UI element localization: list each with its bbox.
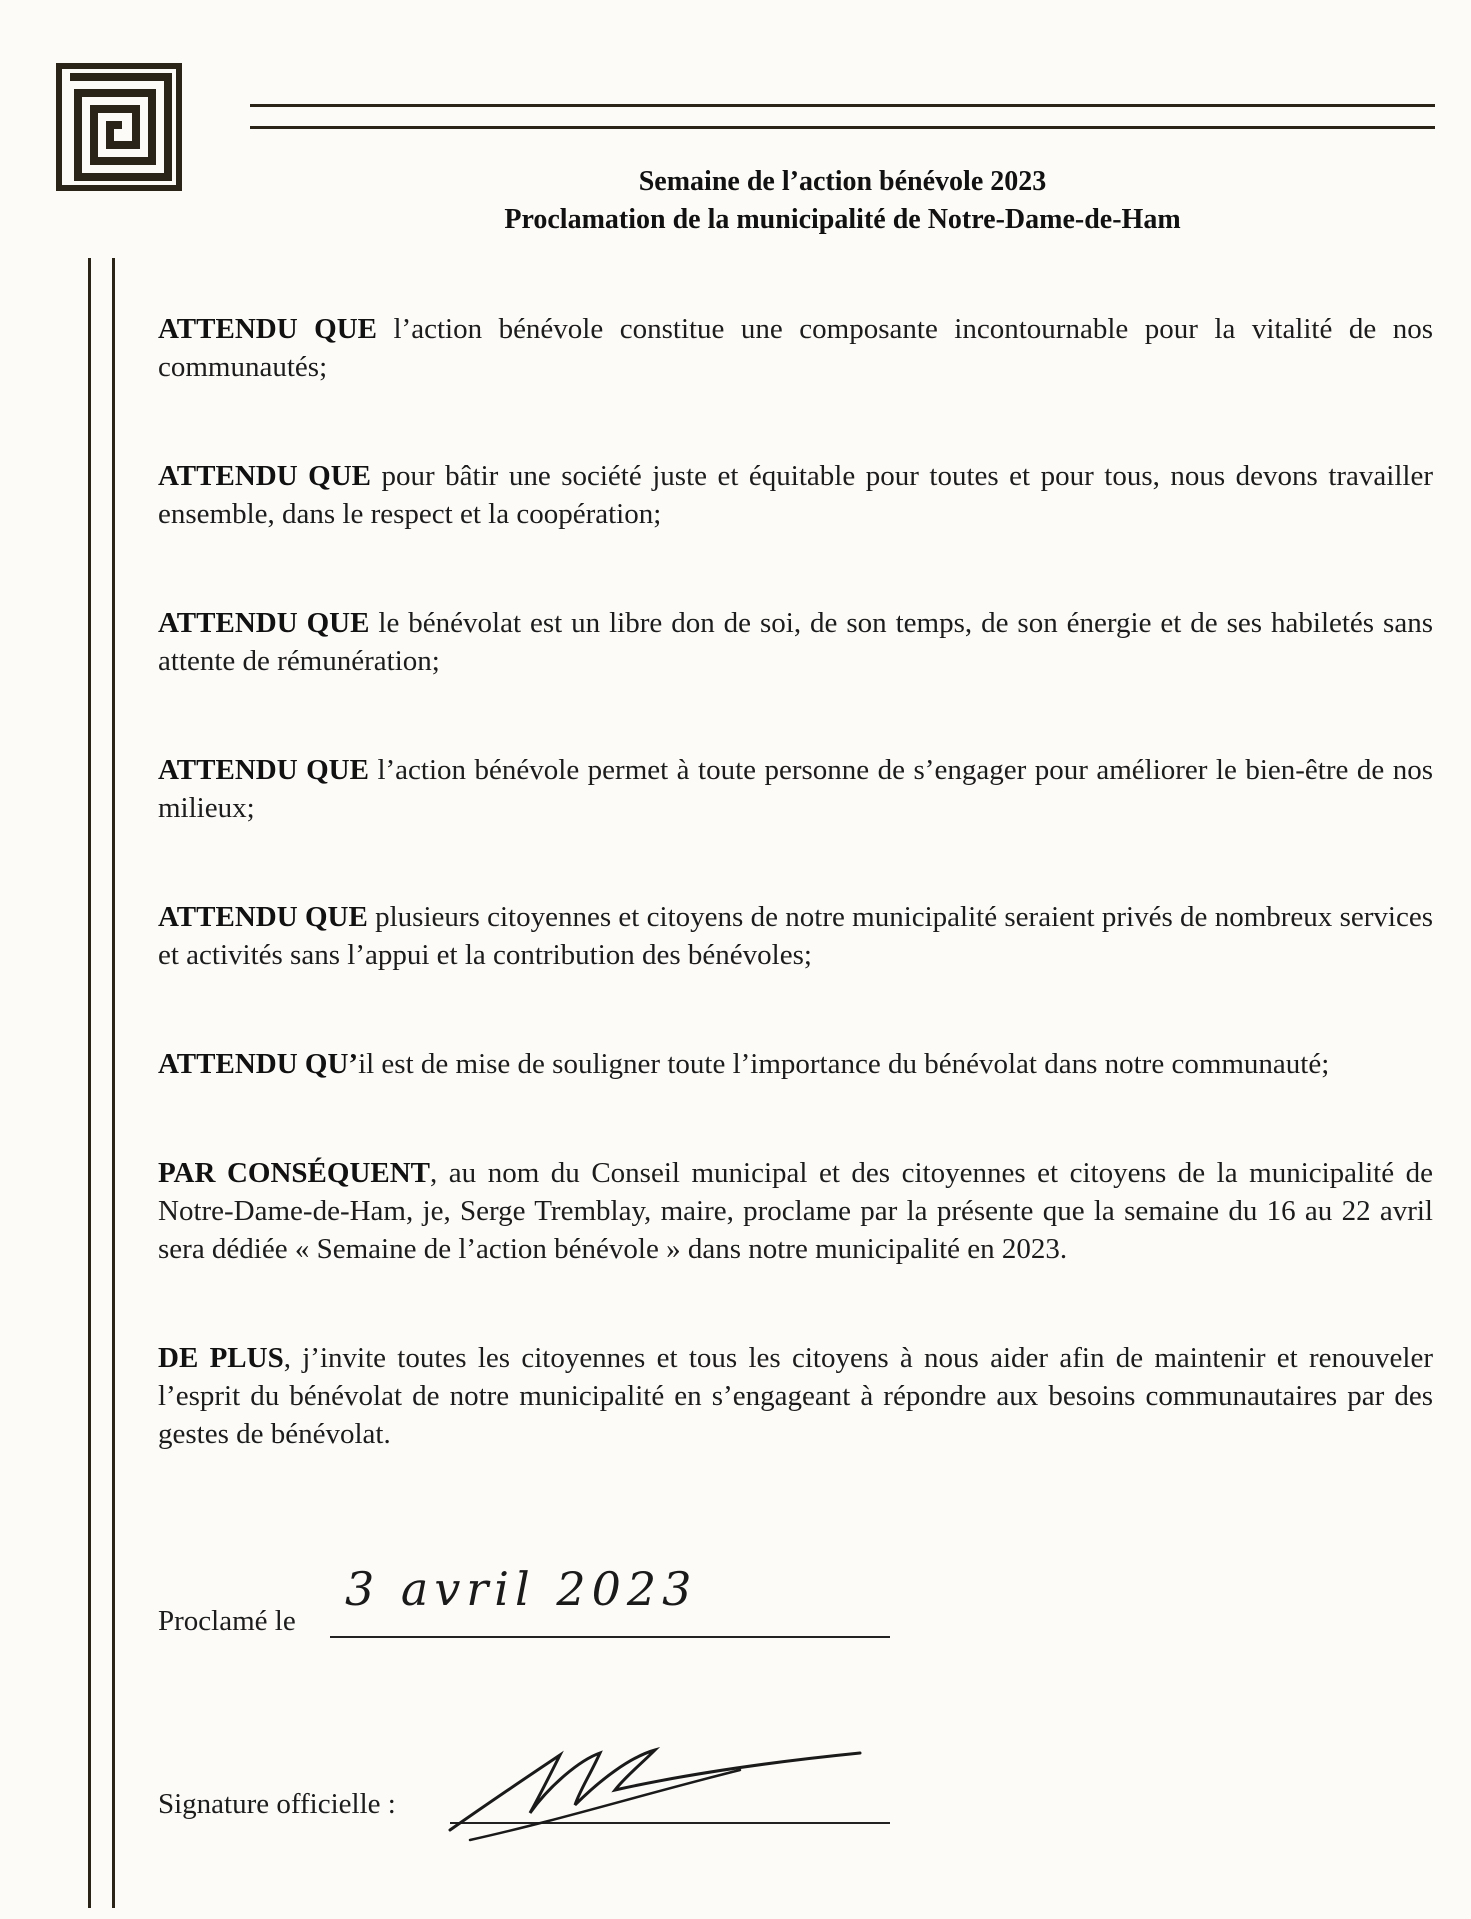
margin-rule-left: [88, 258, 91, 1908]
paragraph-text: pour bâtir une société juste et équitable pour toutes et pour tous, nous devons travailler ensemble, dans le respect et la coopération;: [158, 460, 1433, 530]
header-rule-bottom: [250, 126, 1435, 129]
whereas-paragraph: [158, 1045, 1433, 1083]
proclamation-body: [158, 310, 1433, 1524]
margin-rule-right: [112, 258, 115, 1908]
paragraph-text: , j’invite toutes les citoyennes et tous les citoyens à nous aider afin de maintenir et renouveler l’esprit du bénévolat de notre municipalité en s’engageant à répondre aux besoins communautaires par des gestes de bénévolat.: [158, 1342, 1433, 1450]
proclaimed-date-field: [330, 1636, 890, 1638]
paragraph-text: le bénévolat est un libre don de soi, de son temps, de son énergie et de ses habiletés sans attente de rémunération;: [158, 607, 1433, 677]
signature-line: [158, 1788, 396, 1821]
document-heading: [250, 163, 1435, 239]
whereas-paragraph: [158, 310, 1433, 386]
paragraph-text: l’action bénévole constitue une composante incontournable pour la vitalité de nos communautés;: [158, 313, 1434, 383]
paragraph-keyword: ATTENDU QUE: [158, 901, 368, 933]
whereas-paragraph: [158, 604, 1433, 680]
whereas-paragraph: [158, 457, 1433, 533]
proclaimed-line: [158, 1605, 296, 1638]
handwritten-date: 3 avril 2023: [345, 1562, 698, 1616]
paragraph-keyword: PAR CONSÉQUENT: [158, 1157, 431, 1189]
header-rule-top: [250, 104, 1435, 107]
paragraph-keyword: ATTENDU QUE: [158, 754, 369, 786]
document-subtitle: Proclamation de la municipalité de Notre-Dame-de-Ham: [504, 204, 1181, 235]
signature-label: Signature officielle :: [158, 1788, 396, 1820]
paragraph-keyword: ATTENDU QUE: [158, 607, 370, 639]
paragraph-keyword: DE PLUS: [158, 1342, 284, 1374]
proclaimed-label: Proclamé le: [158, 1605, 296, 1637]
paragraph-text: , au nom du Conseil municipal et des citoyennes et citoyens de la municipalité de Notre-Dame-de-Ham, je, Serge Tremblay, maire, proclame par la présente que la semaine du 16 au 22 avril sera dédiée « Semaine de l’action bénévole » dans notre municipalité en 2023.: [158, 1157, 1433, 1265]
whereas-paragraph: [158, 751, 1433, 827]
document-title: Semaine de l’action bénévole 2023: [638, 166, 1047, 197]
paragraph-text: plusieurs citoyennes et citoyens de notre municipalité seraient privés de nombreux services et activités sans l’appui et la contribution des bénévoles;: [158, 901, 1433, 971]
paragraph-keyword: ATTENDU QUE: [158, 313, 377, 345]
paragraph-keyword: ATTENDU QUE: [158, 460, 371, 492]
whereas-paragraph: [158, 898, 1433, 974]
handwritten-signature: [440, 1735, 870, 1845]
therefore-paragraph: [158, 1154, 1433, 1268]
paragraph-text: l’action bénévole permet à toute personne de s’engager pour améliorer le bien-être de nos milieux;: [158, 754, 1433, 824]
paragraph-keyword: ATTENDU QU’: [158, 1048, 359, 1080]
furthermore-paragraph: [158, 1339, 1433, 1453]
greek-key-logo-icon: [56, 63, 182, 191]
paragraph-text: il est de mise de souligner toute l’importance du bénévolat dans notre communauté;: [358, 1048, 1330, 1080]
